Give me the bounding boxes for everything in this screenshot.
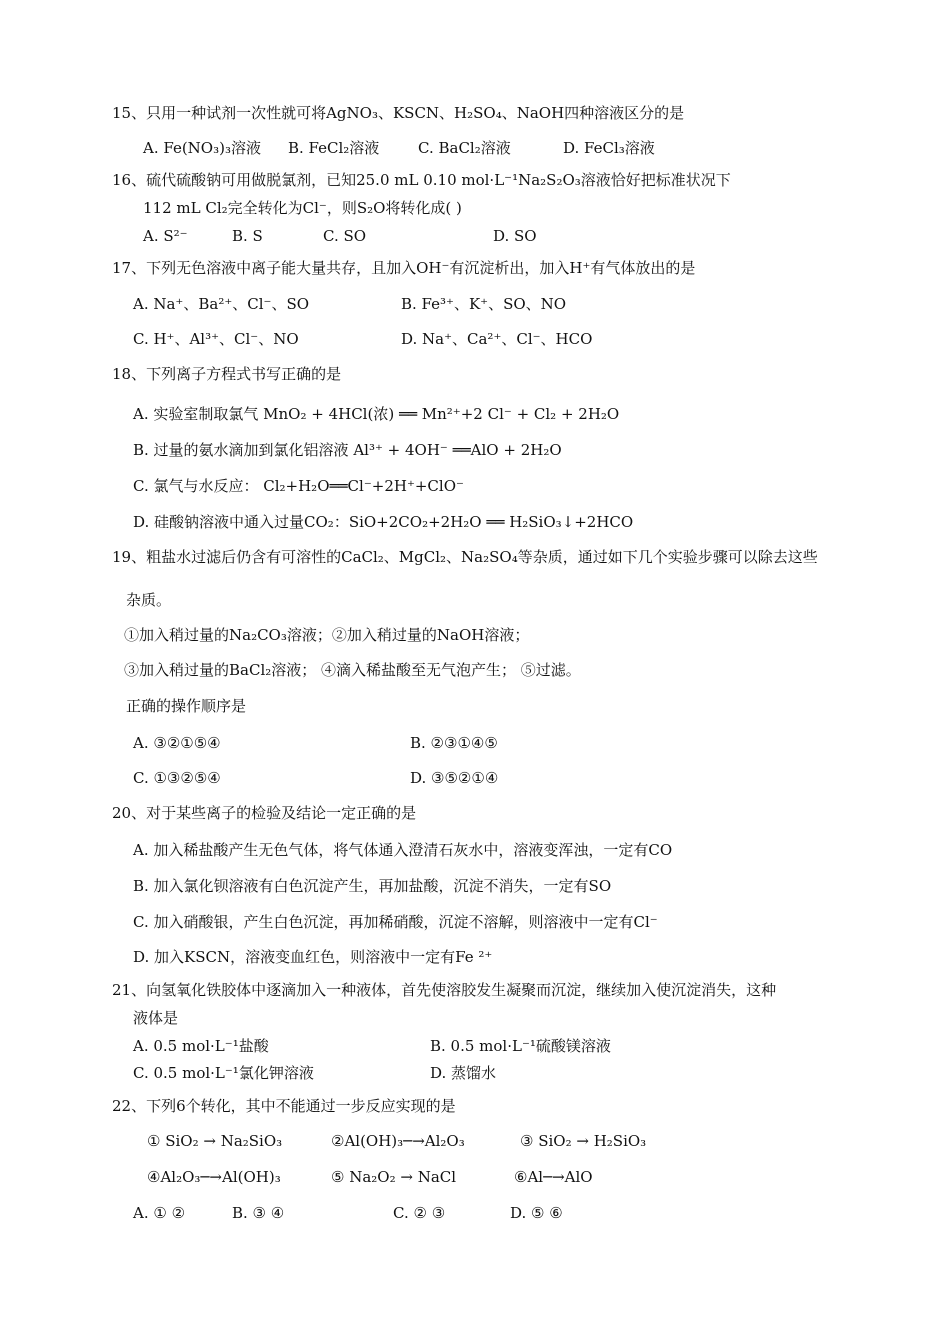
- q21-option-c: C. 0.5 mol·L⁻¹氯化钾溶液: [133, 1064, 314, 1082]
- q22-reaction-2: ②Al(OH)₃─→Al₂O₃: [331, 1132, 465, 1150]
- q22-option-b: B. ③ ④: [232, 1204, 285, 1222]
- q19-stem-line2: 杂质。: [126, 591, 172, 609]
- q21-stem-line2: 液体是: [133, 1009, 179, 1027]
- q19-option-c: C. ①③②⑤④: [133, 769, 221, 787]
- q19-steps-line2: ③加入稍过量的BaCl₂溶液； ④滴入稀盐酸至无气泡产生； ⑤过滤。: [124, 661, 581, 679]
- q18-option-c: C. 氯气与水反应： Cl₂+H₂O══Cl⁻+2H⁺+ClO⁻: [133, 477, 464, 495]
- q22-reaction-6: ⑥Al─→AlO: [514, 1168, 593, 1186]
- q19-option-a: A. ③②①⑤④: [133, 734, 221, 752]
- q19-ask: 正确的操作顺序是: [126, 697, 247, 715]
- q21-option-b: B. 0.5 mol·L⁻¹硫酸镁溶液: [430, 1037, 611, 1055]
- q20-option-a: A. 加入稀盐酸产生无色气体，将气体通入澄清石灰水中，溶液变浑浊，一定有CO: [133, 841, 673, 859]
- q16-option-b: B. S: [232, 227, 263, 245]
- q20-option-d: D. 加入KSCN，溶液变血红色，则溶液中一定有Fe ²⁺: [133, 948, 493, 966]
- q22-option-c: C. ② ③: [393, 1204, 446, 1222]
- q21-option-d: D. 蒸馏水: [430, 1064, 497, 1082]
- q15-option-a: A. Fe(NO₃)₃溶液: [143, 139, 261, 157]
- q20-option-b: B. 加入氯化钡溶液有白色沉淀产生，再加盐酸，沉淀不消失，一定有SO: [133, 877, 612, 895]
- q22-reaction-1: ① SiO₂ → Na₂SiO₃: [147, 1132, 283, 1150]
- q17-option-d: D. Na⁺、Ca²⁺、Cl⁻、HCO: [401, 330, 593, 348]
- q16-option-c: C. SO: [323, 227, 367, 245]
- q20-option-c: C. 加入硝酸银，产生白色沉淀，再加稀硝酸，沉淀不溶解，则溶液中一定有Cl⁻: [133, 913, 658, 931]
- q17-stem: 17、下列无色溶液中离子能大量共存，且加入OH⁻有沉淀析出，加入H⁺有气体放出的是: [112, 259, 696, 277]
- q22-option-d: D. ⑤ ⑥: [510, 1204, 563, 1222]
- q19-stem-line1: 19、粗盐水过滤后仍含有可溶性的CaCl₂、MgCl₂、Na₂SO₄等杂质，通过如下几个实验步骤可以除去这些: [112, 548, 818, 566]
- q16-stem-line1: 16、硫代硫酸钠可用做脱氯剂，已知25.0 mL 0.10 mol·L⁻¹Na₂S₂O₃溶液恰好把标准状况下: [112, 171, 731, 189]
- q19-option-d: D. ③⑤②①④: [410, 769, 499, 787]
- q22-option-a: A. ① ②: [133, 1204, 186, 1222]
- q16-stem-line2: 112 mL Cl₂完全转化为Cl⁻，则S₂O将转化成( ): [143, 199, 462, 217]
- q22-reaction-3: ③ SiO₂ → H₂SiO₃: [520, 1132, 647, 1150]
- q17-option-b: B. Fe³⁺、K⁺、SO、NO: [401, 295, 567, 313]
- q15-option-d: D. FeCl₃溶液: [563, 139, 655, 157]
- q22-stem: 22、下列6个转化，其中不能通过一步反应实现的是: [112, 1097, 456, 1115]
- q16-option-d: D. SO: [493, 227, 537, 245]
- q18-option-d: D. 硅酸钠溶液中通入过量CO₂：SiO+2CO₂+2H₂O ══ H₂SiO₃↓+2HCO: [133, 513, 634, 531]
- q17-option-c: C. H⁺、Al³⁺、Cl⁻、NO: [133, 330, 299, 348]
- q19-steps-line1: ①加入稍过量的Na₂CO₃溶液；②加入稍过量的NaOH溶液；: [124, 626, 530, 644]
- q15-option-c: C. BaCl₂溶液: [418, 139, 511, 157]
- q18-option-a: A. 实验室制取氯气 MnO₂ + 4HCl(浓) ══ Mn²⁺+2 Cl⁻ + Cl₂ + 2H₂O: [133, 405, 620, 423]
- q17-option-a: A. Na⁺、Ba²⁺、Cl⁻、SO: [133, 295, 310, 313]
- q16-option-a: A. S²⁻: [143, 227, 188, 245]
- q18-option-b: B. 过量的氨水滴加到氯化铝溶液 Al³⁺ + 4OH⁻ ══AlO + 2H₂O: [133, 441, 562, 459]
- q15-option-b: B. FeCl₂溶液: [288, 139, 380, 157]
- q22-reaction-4: ④Al₂O₃─→Al(OH)₃: [147, 1168, 281, 1186]
- q18-stem: 18、下列离子方程式书写正确的是: [112, 365, 342, 383]
- q22-reaction-5: ⑤ Na₂O₂ → NaCl: [331, 1168, 457, 1186]
- q21-option-a: A. 0.5 mol·L⁻¹盐酸: [133, 1037, 269, 1055]
- q15-stem: 15、只用一种试剂一次性就可将AgNO₃、KSCN、H₂SO₄、NaOH四种溶液区分的是: [112, 104, 685, 122]
- q21-stem-line1: 21、向氢氧化铁胶体中逐滴加入一种液体，首先使溶胶发生凝聚而沉淀，继续加入使沉淀消失，这种: [112, 981, 777, 999]
- q19-option-b: B. ②③①④⑤: [410, 734, 498, 752]
- q20-stem: 20、对于某些离子的检验及结论一定正确的是: [112, 804, 417, 822]
